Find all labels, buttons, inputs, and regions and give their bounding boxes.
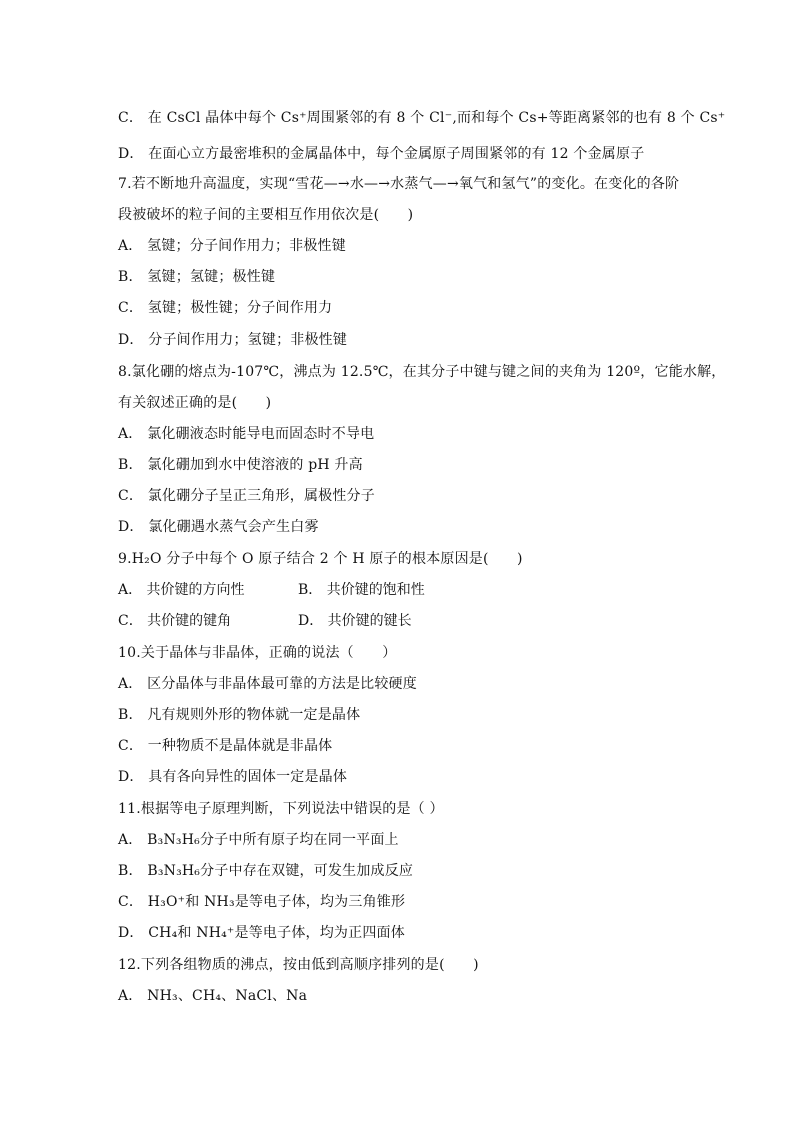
question-9-options-row-2 <box>118 611 412 631</box>
question-10-stem: 10.关于晶体与非晶体，正确的说法（ ） <box>118 645 397 661</box>
option-10c: C． 一种物质不是晶体就是非晶体 <box>118 738 333 754</box>
question-7-stem: 7.若不断地升高温度，实现“雪花—→水—→水蒸气—→氧气和氢气”的变化。在变化的各阶 <box>118 176 680 192</box>
question-9-options-row-1 <box>118 580 425 600</box>
question-7-stem-cont: 段被破坏的粒子间的主要相互作用依次是( ) <box>118 207 414 223</box>
question-8-stem-cont: 有关叙述正确的是( ) <box>118 395 272 411</box>
option-8c: C． 氯化硼分子呈正三角形，属极性分子 <box>118 488 375 504</box>
question-12-stem: 12.下列各组物质的沸点，按由低到高顺序排列的是( ) <box>118 957 479 973</box>
option-8b: B． 氯化硼加到水中使溶液的 pH 升高 <box>118 457 363 473</box>
option-10a: A． 区分晶体与非晶体最可靠的方法是比较硬度 <box>118 676 417 692</box>
option-11c: C． H₃O⁺和 NH₃是等电子体，均为三角锥形 <box>118 894 406 910</box>
question-11-stem: 11.根据等电子原理判断，下列说法中错误的是（ ） <box>118 801 444 817</box>
option-9c: C． 共价键的键角 <box>118 613 232 629</box>
option-8a: A． 氯化硼液态时能导电而固态时不导电 <box>118 426 375 442</box>
option-9b: B． 共价键的饱和性 <box>298 582 425 598</box>
option-6d: D． 在面心立方最密堆积的金属晶体中，每个金属原子周围紧邻的有 12 个金属原子 <box>118 146 645 162</box>
option-7a: A． 氢键；分子间作用力；非极性键 <box>118 238 346 254</box>
option-11b: B． B₃N₃H₆分子中存在双键，可发生加成反应 <box>118 863 414 879</box>
option-9d: D． 共价键的键长 <box>298 613 412 629</box>
option-12a: A． NH₃、CH₄、NaCl、Na <box>118 988 308 1004</box>
option-9a: A． 共价键的方向性 <box>118 582 245 598</box>
option-11a: A． B₃N₃H₆分子中所有原子均在同一平面上 <box>118 832 399 848</box>
option-10d: D． 具有各向异性的固体一定是晶体 <box>118 769 348 785</box>
option-7d: D． 分子间作用力；氢键；非极性键 <box>118 332 348 348</box>
option-7b: B． 氢键；氢键；极性键 <box>118 269 276 285</box>
option-8d: D． 氯化硼遇水蒸气会产生白雾 <box>118 519 319 535</box>
option-11d: D． CH₄和 NH₄⁺是等电子体，均为正四面体 <box>118 925 405 941</box>
question-9-stem: 9.H₂O 分子中每个 O 原子结合 2 个 H 原子的根本原因是( ) <box>118 551 523 567</box>
question-8-stem: 8.氯化硼的熔点为-107℃，沸点为 12.5℃，在其分子中键与键之间的夹角为 120º，它能水解， <box>118 364 726 380</box>
option-7c: C． 氢键；极性键；分子间作用力 <box>118 300 333 316</box>
option-6c: C． 在 CsCl 晶体中每个 Cs⁺周围紧邻的有 8 个 Cl⁻,而和每个 Cs+等距离紧邻的也有 8 个 Cs⁺ <box>118 110 726 126</box>
option-10b: B． 凡有规则外形的物体就一定是晶体 <box>118 707 361 723</box>
